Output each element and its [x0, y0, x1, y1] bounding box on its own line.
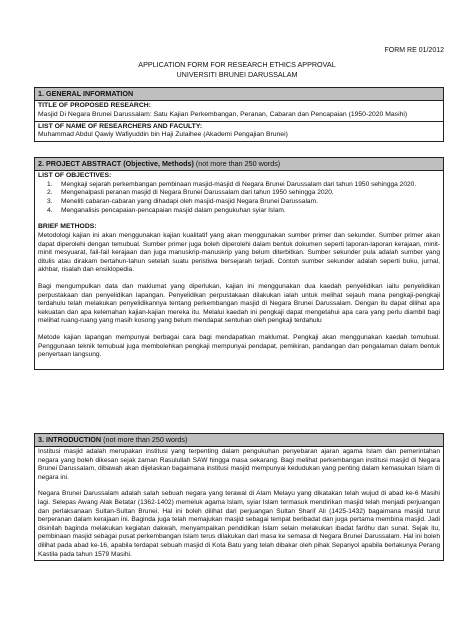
section-introduction [34, 433, 444, 561]
objectives-list [38, 181, 440, 215]
proposed-title-row [35, 101, 443, 122]
form-number: FORM RE 01/2012 [384, 47, 444, 54]
section-2-title: 2. PROJECT ABSTRACT (Objective, Methods) [38, 159, 194, 168]
objective-item: 1. Mengkaji sejarah perkembangan pembinaan masjid-masjid di Negara Brunei Darussalam dari tahun 1950 sehingga 2020. [47, 180, 417, 188]
methods-paragraph-3: Metode kajian lapangan mempunyai berbagai cara bagi mendapatkan maklumat. Pengkaji akan menggunakan kaedah temubual. Penggunaan teknik temubual juga membolehkan pengkaji mempunyai pendapat, pemikiran, pandangan dan pengalaman dalam bentuk penyertaan langsung. [38, 333, 440, 359]
methods-paragraph-2: Bagi mengumpulkan data dan maklumat yang diperlukan, kajian ini menggunakan dua kaedah penyelidikan iaitu penyelidikan perpustakaan dan penyelidikan lapangan. Penyelidikan perpustakaan dilakukan ialah untuk melihat sejauh mana pengkaji-pengkaji terdahulu telah melakukan penyelidikannya tentang perkembangan masjid di Negara Brunei Darussalam. Dengan itu dapat dilihat apa kekuatan dan apa kelemahan kajian-kajian mereka itu. Melalui kaedah ini pengkaji dapat mengetahui apa cara yang perlu diambil bagi melihat ruang-ruang yang masih kosong yang belum mendapat sentuhan oleh pengkaji terdahulu [38, 282, 440, 325]
section-3-title: 3. INTRODUCTION [38, 435, 102, 444]
methods-paragraph-1: Metodologi kajian ini akan menggunakan kajian kualitatif yang akan menggunakan sumber primer dan sekunder. Sumber primer akan dapat diperolehi dengan temubual. Sumber primer juga boleh diperolehi dalam bentuk dokumen seperti laporan-laporan kerajaan, minit-minit mesyuarat, fail-fail kerajaan dan juga manuskrip-manuskrip yang belum diterbitkan. Sumber sekunder pula adalah sumber yang ditulis atau dirakam bertahun-tahun setelah suatu peristiwa bersejarah terjadi. Contoh sumber sekunder adalah seperti buku, jurnal, akhbar, risalah dan ensiklopedia. [38, 231, 440, 274]
researchers-label: LIST OF NAME OF RESEARCHERS AND FACULTY: [38, 122, 203, 130]
objectives-label: LIST OF OBJECTIVES: [38, 172, 112, 179]
form-title-block [0, 60, 474, 80]
proposed-title-value: Masjid Di Negara Brunei Darussalam: Satu Kajian Perkembangan, Peranan, Cabaran dan Pencapaian (1950-2020 Masihi) [38, 110, 408, 118]
university-name: UNIVERSITI BRUNEI DARUSSALAM [176, 70, 298, 79]
objective-item: 2. Mengenalpasti peranan masjid di Negara Brunei Darussalam dari tahun 1950 sehingga 2020. [47, 189, 334, 197]
section-project-abstract [34, 157, 444, 370]
methods-label: BRIEF METHODS: [38, 223, 97, 231]
introduction-paragraph-2: Negara Brunei Darussalam adalah salah sebuah negara yang terawal di Alam Melayu yang dikatakan telah wujud di abad ke-6 Masihi lagi. Selepas Awang Alak Betatar (1362-1402) memeluk agama Islam, syiar Islam termasuk mendirikan masjid telah menjadi perjuangan dan perlaksanaan Sultan-Sultan Brunei. Hal ini boleh dilihat dari perjuangan Sultan Sharif Ali (1425-1432) bagaimana masjid turut berperanan dalam kerajaan ini. Baginda juga telah memajukan masjid sebagai tempat beribadat dan juga pertama membina masjid. Jadi disinilah baginda melakukan kegiatan dakwah, menyampaikan pendidikan Islam selain melakukan ibadat fardhu dan sunat. Sejak itu, pembinaan masjid sebagai pusat perkembangan Islam terus dilakukan dari masa ke semasa di Negara Brunei Darussalam. Hal ini boleh dilihat pada abad ke-16, apabila terdapat sebuah masjid di Kota Batu yang telah dibakar oleh pihak Sepanyol apabila berlakunya Perang Kastila pada tahun 1579 Masihi. [38, 490, 440, 558]
section-general-information [34, 87, 444, 142]
section-1-header: 1. GENERAL INFORMATION [35, 88, 443, 101]
abstract-body [35, 171, 443, 369]
section-2-header [35, 158, 443, 171]
introduction-paragraph-1: Institusi masjid adalah merupakan institusi yang terpenting dalam pengukuhan penyebaran ajaran agama Islam dan pemerintahan negara yang boleh dikesan sejak zaman Rasulullah SAW hingga masa sekarang. Bagi melihat perkembangan institusi masjid di Negara Brunei Darussalam, dibawah akan dijelaskan bagaimana institusi masjid mempunyai kedudukan yang penting dalam kemasukan Islam di negara ini. [38, 448, 440, 481]
objective-item: 3. Meneliti cabaran-cabaran yang dihadapi oleh masjid-masjid Negara Brunei Darussalam. [47, 197, 318, 205]
introduction-body [35, 447, 443, 560]
objective-item: 4. Menganalisis pencapaian-pencapaian masjid dalam pengukuhan syiar Islam. [47, 206, 286, 214]
section-3-header [35, 434, 443, 447]
section-3-word-limit: (not more than 250 words) [103, 435, 188, 444]
section-2-word-limit: (not more than 250 words) [195, 159, 281, 168]
proposed-title-label: TITLE OF PROPOSED RESEARCH: [38, 102, 151, 109]
form-title: APPLICATION FORM FOR RESEARCH ETHICS APPROVAL [138, 60, 336, 69]
researchers-value: Muhammad Abdul Qawiy Wafiyuddin bin Haji Zulaihee (Akademi Pengajian Brunei) [38, 131, 288, 139]
researchers-row [35, 122, 443, 142]
